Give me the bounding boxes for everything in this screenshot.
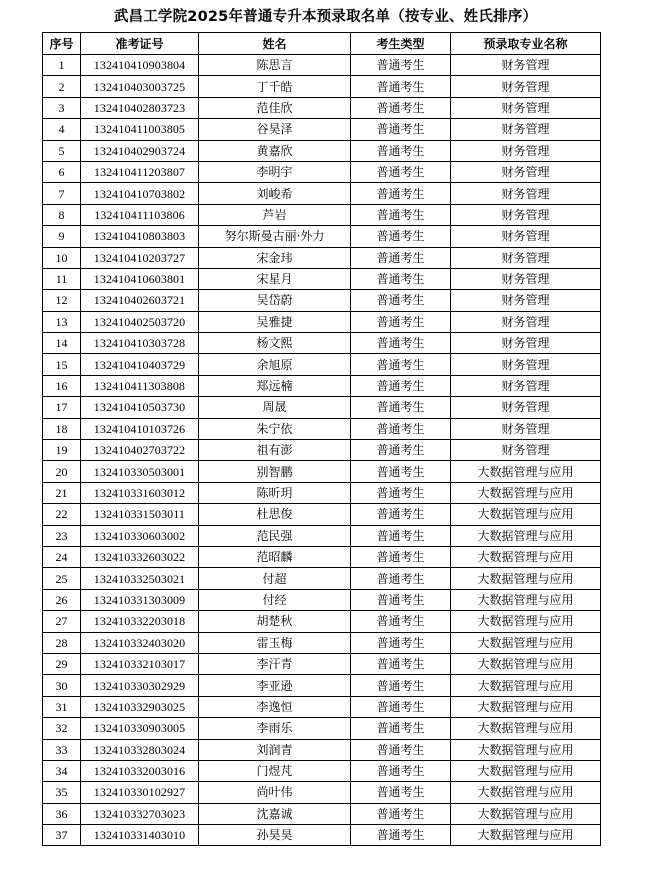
document-title: 武昌工学院2025年普通专升本预录取名单（按专业、姓氏排序） (113, 9, 538, 25)
cell-candidate-type: 普通考生 (351, 482, 451, 503)
cell-major: 大数据管理与应用 (451, 632, 601, 653)
cell-name: 吴岱蔚 (199, 290, 351, 311)
cell-name: 芦岩 (199, 204, 351, 225)
cell-name: 宋星月 (199, 268, 351, 289)
cell-major: 财务管理 (451, 268, 601, 289)
table-row (43, 375, 601, 396)
cell-name: 朱宁依 (199, 418, 351, 439)
cell-candidate-type: 普通考生 (351, 546, 451, 567)
cell-major: 大数据管理与应用 (451, 653, 601, 674)
cell-candidate-type: 普通考生 (351, 183, 451, 204)
cell-exam-id: 132410331403010 (81, 825, 199, 846)
column-header-major: 预录取专业名称 (451, 33, 601, 55)
cell-exam-id: 132410331603012 (81, 482, 199, 503)
cell-exam-id: 132410410603801 (81, 268, 199, 289)
table-row (43, 546, 601, 567)
cell-seq: 21 (43, 482, 81, 503)
cell-exam-id: 132410332603022 (81, 546, 199, 567)
cell-exam-id: 132410332703023 (81, 803, 199, 824)
cell-name: 余旭原 (199, 354, 351, 375)
cell-major: 大数据管理与应用 (451, 782, 601, 803)
cell-candidate-type: 普通考生 (351, 226, 451, 247)
cell-name: 李雨乐 (199, 718, 351, 739)
cell-exam-id: 132410330503001 (81, 461, 199, 482)
cell-major: 大数据管理与应用 (451, 568, 601, 589)
cell-seq: 26 (43, 589, 81, 610)
cell-exam-id: 132410410203727 (81, 247, 199, 268)
cell-major: 财务管理 (451, 204, 601, 225)
cell-candidate-type: 普通考生 (351, 354, 451, 375)
cell-name: 李明宇 (199, 161, 351, 182)
cell-major: 大数据管理与应用 (451, 718, 601, 739)
table-row (43, 504, 601, 525)
cell-seq: 15 (43, 354, 81, 375)
cell-seq: 4 (43, 119, 81, 140)
cell-major: 大数据管理与应用 (451, 739, 601, 760)
cell-seq: 5 (43, 140, 81, 161)
cell-exam-id: 132410410803803 (81, 226, 199, 247)
cell-seq: 28 (43, 632, 81, 653)
cell-major: 财务管理 (451, 55, 601, 76)
cell-candidate-type: 普通考生 (351, 825, 451, 846)
cell-name: 李汗青 (199, 653, 351, 674)
cell-seq: 27 (43, 611, 81, 632)
admission-table (42, 32, 601, 846)
table-row (43, 718, 601, 739)
cell-candidate-type: 普通考生 (351, 140, 451, 161)
table-row (43, 183, 601, 204)
cell-name: 付超 (199, 568, 351, 589)
cell-candidate-type: 普通考生 (351, 611, 451, 632)
cell-major: 大数据管理与应用 (451, 546, 601, 567)
cell-exam-id: 132410402603721 (81, 290, 199, 311)
cell-candidate-type: 普通考生 (351, 161, 451, 182)
cell-seq: 29 (43, 653, 81, 674)
cell-major: 大数据管理与应用 (451, 461, 601, 482)
cell-major: 财务管理 (451, 140, 601, 161)
cell-seq: 11 (43, 268, 81, 289)
cell-name: 门煜芃 (199, 760, 351, 781)
cell-major: 大数据管理与应用 (451, 675, 601, 696)
cell-name: 祖有澎 (199, 440, 351, 461)
cell-candidate-type: 普通考生 (351, 653, 451, 674)
cell-candidate-type: 普通考生 (351, 311, 451, 332)
cell-seq: 3 (43, 97, 81, 118)
table-row (43, 333, 601, 354)
table-row (43, 589, 601, 610)
table-row (43, 290, 601, 311)
cell-exam-id: 132410332503021 (81, 568, 199, 589)
cell-major: 大数据管理与应用 (451, 760, 601, 781)
cell-exam-id: 132410332903025 (81, 696, 199, 717)
cell-name: 范昭麟 (199, 546, 351, 567)
cell-candidate-type: 普通考生 (351, 589, 451, 610)
cell-name: 陈思言 (199, 55, 351, 76)
table-row (43, 611, 601, 632)
cell-seq: 8 (43, 204, 81, 225)
cell-name: 刘峻希 (199, 183, 351, 204)
cell-name: 雷玉梅 (199, 632, 351, 653)
cell-exam-id: 132410330102927 (81, 782, 199, 803)
cell-major: 财务管理 (451, 247, 601, 268)
cell-name: 胡楚秋 (199, 611, 351, 632)
cell-exam-id: 132410330903005 (81, 718, 199, 739)
cell-candidate-type: 普通考生 (351, 803, 451, 824)
column-header-seq: 序号 (43, 33, 81, 55)
table-row (43, 311, 601, 332)
table-row (43, 568, 601, 589)
cell-candidate-type: 普通考生 (351, 782, 451, 803)
cell-name: 别智鹏 (199, 461, 351, 482)
cell-major: 财务管理 (451, 290, 601, 311)
cell-candidate-type: 普通考生 (351, 525, 451, 546)
cell-seq: 34 (43, 760, 81, 781)
cell-name: 尚叶伟 (199, 782, 351, 803)
cell-seq: 24 (43, 546, 81, 567)
cell-name: 黄嘉欣 (199, 140, 351, 161)
table-row (43, 55, 601, 76)
cell-candidate-type: 普通考生 (351, 504, 451, 525)
cell-exam-id: 132410332203018 (81, 611, 199, 632)
cell-seq: 20 (43, 461, 81, 482)
cell-major: 大数据管理与应用 (451, 525, 601, 546)
cell-name: 吴雅捷 (199, 311, 351, 332)
table-row (43, 418, 601, 439)
cell-seq: 10 (43, 247, 81, 268)
table-header-row (43, 33, 601, 55)
cell-candidate-type: 普通考生 (351, 290, 451, 311)
cell-seq: 33 (43, 739, 81, 760)
cell-major: 大数据管理与应用 (451, 696, 601, 717)
cell-major: 财务管理 (451, 375, 601, 396)
cell-major: 财务管理 (451, 97, 601, 118)
cell-candidate-type: 普通考生 (351, 675, 451, 696)
cell-name: 付经 (199, 589, 351, 610)
cell-major: 大数据管理与应用 (451, 825, 601, 846)
table-row (43, 268, 601, 289)
cell-candidate-type: 普通考生 (351, 696, 451, 717)
cell-exam-id: 132410332103017 (81, 653, 199, 674)
table-row (43, 632, 601, 653)
cell-name: 陈昕玥 (199, 482, 351, 503)
table-body (43, 55, 601, 846)
table-row (43, 226, 601, 247)
cell-exam-id: 132410411203807 (81, 161, 199, 182)
cell-name: 刘润青 (199, 739, 351, 760)
table-row (43, 397, 601, 418)
cell-name: 周晟 (199, 397, 351, 418)
cell-seq: 17 (43, 397, 81, 418)
table-row (43, 739, 601, 760)
table-row (43, 782, 601, 803)
cell-exam-id: 132410330603002 (81, 525, 199, 546)
cell-exam-id: 132410410103726 (81, 418, 199, 439)
cell-candidate-type: 普通考生 (351, 440, 451, 461)
cell-seq: 13 (43, 311, 81, 332)
table-row (43, 354, 601, 375)
cell-seq: 35 (43, 782, 81, 803)
column-header-name: 姓名 (199, 33, 351, 55)
cell-major: 财务管理 (451, 397, 601, 418)
cell-major: 财务管理 (451, 440, 601, 461)
cell-major: 财务管理 (451, 311, 601, 332)
cell-name: 李逸恒 (199, 696, 351, 717)
table-row (43, 525, 601, 546)
table-row (43, 97, 601, 118)
cell-seq: 36 (43, 803, 81, 824)
cell-name: 丁千皓 (199, 76, 351, 97)
cell-exam-id: 132410402503720 (81, 311, 199, 332)
table-row (43, 161, 601, 182)
table-row (43, 653, 601, 674)
cell-seq: 1 (43, 55, 81, 76)
cell-seq: 37 (43, 825, 81, 846)
cell-seq: 9 (43, 226, 81, 247)
cell-major: 大数据管理与应用 (451, 504, 601, 525)
cell-seq: 31 (43, 696, 81, 717)
cell-major: 大数据管理与应用 (451, 482, 601, 503)
cell-major: 大数据管理与应用 (451, 589, 601, 610)
cell-seq: 18 (43, 418, 81, 439)
cell-candidate-type: 普通考生 (351, 247, 451, 268)
cell-candidate-type: 普通考生 (351, 119, 451, 140)
table-row (43, 760, 601, 781)
cell-name: 努尔斯曼古丽·外力 (199, 226, 351, 247)
cell-seq: 16 (43, 375, 81, 396)
cell-name: 杜思俊 (199, 504, 351, 525)
cell-major: 财务管理 (451, 76, 601, 97)
cell-candidate-type: 普通考生 (351, 76, 451, 97)
cell-name: 杨文熙 (199, 333, 351, 354)
cell-seq: 14 (43, 333, 81, 354)
cell-major: 财务管理 (451, 333, 601, 354)
cell-exam-id: 132410410703802 (81, 183, 199, 204)
cell-exam-id: 132410402703722 (81, 440, 199, 461)
cell-seq: 30 (43, 675, 81, 696)
cell-exam-id: 132410411003805 (81, 119, 199, 140)
cell-candidate-type: 普通考生 (351, 55, 451, 76)
cell-major: 财务管理 (451, 161, 601, 182)
cell-candidate-type: 普通考生 (351, 632, 451, 653)
cell-candidate-type: 普通考生 (351, 461, 451, 482)
table-row (43, 119, 601, 140)
cell-exam-id: 132410402903724 (81, 140, 199, 161)
cell-name: 范佳欣 (199, 97, 351, 118)
column-header-exam-id: 准考证号 (81, 33, 199, 55)
column-header-candidate-type: 考生类型 (351, 33, 451, 55)
cell-candidate-type: 普通考生 (351, 375, 451, 396)
cell-major: 财务管理 (451, 418, 601, 439)
cell-seq: 7 (43, 183, 81, 204)
cell-seq: 22 (43, 504, 81, 525)
cell-exam-id: 132410332403020 (81, 632, 199, 653)
cell-candidate-type: 普通考生 (351, 568, 451, 589)
cell-exam-id: 132410410303728 (81, 333, 199, 354)
cell-name: 沈嘉诚 (199, 803, 351, 824)
cell-seq: 6 (43, 161, 81, 182)
cell-exam-id: 132410411303808 (81, 375, 199, 396)
cell-candidate-type: 普通考生 (351, 333, 451, 354)
cell-candidate-type: 普通考生 (351, 760, 451, 781)
cell-seq: 25 (43, 568, 81, 589)
cell-major: 财务管理 (451, 183, 601, 204)
cell-candidate-type: 普通考生 (351, 97, 451, 118)
cell-exam-id: 132410332003016 (81, 760, 199, 781)
cell-major: 财务管理 (451, 119, 601, 140)
cell-seq: 32 (43, 718, 81, 739)
cell-seq: 23 (43, 525, 81, 546)
cell-exam-id: 132410331303009 (81, 589, 199, 610)
cell-major: 财务管理 (451, 354, 601, 375)
cell-candidate-type: 普通考生 (351, 204, 451, 225)
table-row (43, 803, 601, 824)
table-row (43, 482, 601, 503)
table-row (43, 140, 601, 161)
cell-exam-id: 132410332803024 (81, 739, 199, 760)
cell-major: 大数据管理与应用 (451, 611, 601, 632)
cell-candidate-type: 普通考生 (351, 397, 451, 418)
table-row (43, 675, 601, 696)
cell-exam-id: 132410331503011 (81, 504, 199, 525)
cell-exam-id: 132410410503730 (81, 397, 199, 418)
cell-exam-id: 132410330302929 (81, 675, 199, 696)
cell-major: 大数据管理与应用 (451, 803, 601, 824)
cell-exam-id: 132410411103806 (81, 204, 199, 225)
cell-seq: 2 (43, 76, 81, 97)
cell-name: 宋金玮 (199, 247, 351, 268)
cell-major: 财务管理 (451, 226, 601, 247)
cell-name: 李亚逊 (199, 675, 351, 696)
cell-name: 郑远楠 (199, 375, 351, 396)
cell-name: 谷昊泽 (199, 119, 351, 140)
cell-name: 范民强 (199, 525, 351, 546)
table-row (43, 247, 601, 268)
cell-seq: 19 (43, 440, 81, 461)
table-row (43, 825, 601, 846)
cell-candidate-type: 普通考生 (351, 739, 451, 760)
cell-exam-id: 132410402803723 (81, 97, 199, 118)
table-row (43, 696, 601, 717)
cell-candidate-type: 普通考生 (351, 418, 451, 439)
cell-exam-id: 132410410903804 (81, 55, 199, 76)
table-row (43, 461, 601, 482)
cell-candidate-type: 普通考生 (351, 718, 451, 739)
cell-exam-id: 132410410403729 (81, 354, 199, 375)
table-row (43, 76, 601, 97)
cell-seq: 12 (43, 290, 81, 311)
cell-name: 孙昊昊 (199, 825, 351, 846)
cell-exam-id: 132410403003725 (81, 76, 199, 97)
cell-candidate-type: 普通考生 (351, 268, 451, 289)
table-row (43, 440, 601, 461)
table-row (43, 204, 601, 225)
